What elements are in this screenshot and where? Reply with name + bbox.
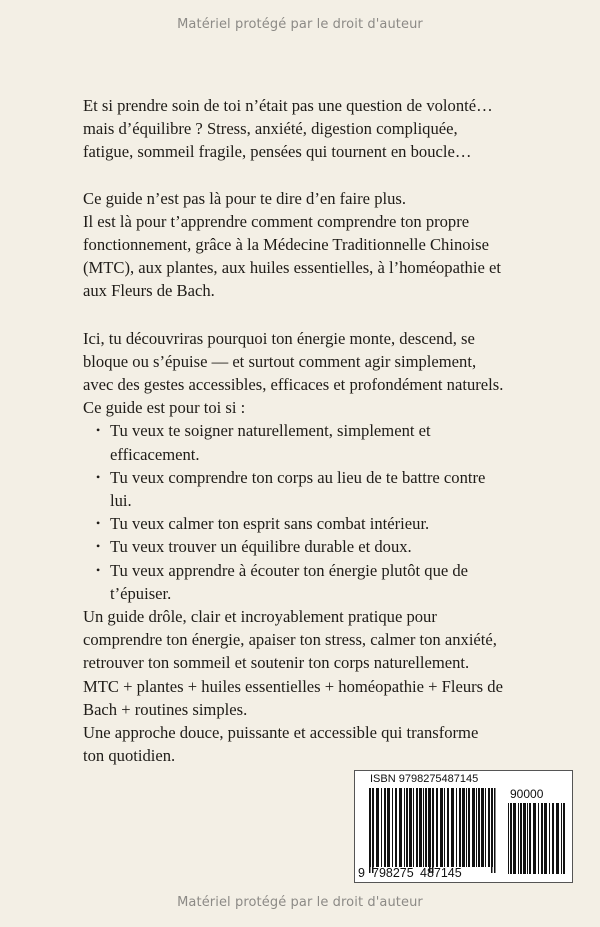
barcode-bar bbox=[406, 788, 408, 867]
list-item-text: efficacement. bbox=[110, 444, 200, 464]
barcode-bar bbox=[419, 788, 422, 867]
barcode-bar bbox=[440, 788, 443, 867]
back-cover-text bbox=[83, 94, 563, 767]
barcode-bar bbox=[399, 788, 402, 867]
bullet-icon: • bbox=[96, 516, 101, 531]
barcode-bar bbox=[513, 803, 516, 874]
barcode-bar bbox=[409, 788, 412, 867]
closing-line: MTC + plantes + huiles essentielles + homéopathie + Fleurs de bbox=[83, 676, 503, 696]
barcode-bar bbox=[541, 803, 543, 874]
list-item-text: Tu veux calmer ton esprit sans combat intérieur. bbox=[110, 514, 430, 534]
barcode-bar bbox=[544, 803, 547, 874]
barcode-bar bbox=[447, 788, 449, 867]
barcode-bar bbox=[451, 788, 454, 867]
closing-line: Bach + routines simples. bbox=[83, 699, 248, 719]
bullet-icon: • bbox=[96, 469, 101, 484]
discover-line: bloque ou s’épuise — et surtout comment agir simplement, bbox=[83, 351, 477, 371]
isbn-barcode bbox=[354, 770, 573, 883]
barcode-guard-bar bbox=[491, 788, 493, 873]
barcode-bar bbox=[462, 788, 465, 867]
guide-line: fonctionnement, grâce à la Médecine Traditionnelle Chinoise bbox=[83, 235, 489, 255]
barcode-bar bbox=[478, 788, 480, 867]
discover-line: Ce guide est pour toi si : bbox=[83, 398, 246, 418]
list-item-text: Tu veux te soigner naturellement, simplement et bbox=[110, 421, 431, 441]
barcode-bar bbox=[472, 788, 475, 867]
bullet-icon: • bbox=[96, 562, 101, 577]
barcode-bar bbox=[384, 788, 386, 867]
copyright-watermark-bottom: Matériel protégé par le droit d'auteur bbox=[177, 895, 423, 910]
barcode-bar bbox=[395, 788, 397, 867]
barcode-digit-first: 9 bbox=[358, 866, 365, 880]
guide-line: (MTC), aux plantes, aux huiles essentielles, à l’homéopathie et bbox=[83, 258, 501, 278]
barcode-bar bbox=[533, 803, 536, 874]
barcode-bar bbox=[563, 803, 565, 874]
barcode-guard-bar bbox=[369, 788, 371, 873]
closing-line: Une approche douce, puissante et accessible qui transforme bbox=[83, 723, 479, 743]
list-item-text: Tu veux trouver un équilibre durable et doux. bbox=[110, 537, 412, 557]
barcode-guard-bar bbox=[372, 788, 374, 873]
guide-line: aux Fleurs de Bach. bbox=[83, 281, 215, 301]
barcode-bar bbox=[456, 788, 457, 867]
guide-line: Ce guide n’est pas là pour te dire d’en faire plus. bbox=[83, 188, 407, 208]
barcode-bar bbox=[476, 788, 477, 867]
benefits-list bbox=[83, 419, 563, 605]
barcode-bar bbox=[538, 803, 539, 874]
closing-line: retrouver ton sommeil et soutenir ton corps naturellement. bbox=[83, 653, 470, 673]
list-item-text: lui. bbox=[110, 491, 132, 511]
guide-line: Il est là pour t’apprendre comment comprendre ton propre bbox=[83, 211, 470, 231]
list-item bbox=[83, 559, 563, 605]
isbn-label: ISBN 9798275487145 bbox=[370, 773, 479, 785]
barcode-bar bbox=[527, 803, 528, 874]
barcode-bar bbox=[485, 788, 486, 867]
closing-line: comprendre ton énergie, apaiser ton stress, calmer ton anxiété, bbox=[83, 630, 497, 650]
barcode-digit-group-2: 487145 bbox=[420, 866, 462, 880]
barcode-bar bbox=[404, 788, 405, 867]
barcode-bar bbox=[392, 788, 393, 867]
barcode-bar bbox=[552, 803, 554, 874]
closing-line: Un guide drôle, clair et incroyablement pratique pour bbox=[83, 607, 437, 627]
barcode-bar bbox=[459, 788, 461, 867]
discover-line: avec des gestes accessibles, efficaces et profondément naturels. bbox=[83, 375, 504, 395]
price-code: 90000 bbox=[510, 787, 544, 801]
barcode-guard-bar bbox=[429, 788, 431, 873]
barcode-bar bbox=[518, 803, 519, 874]
barcode-bar bbox=[387, 788, 390, 867]
barcode-bar bbox=[423, 788, 424, 867]
barcode-bar bbox=[413, 788, 414, 867]
barcode-bar bbox=[508, 803, 509, 874]
list-item-text: t’épuiser. bbox=[110, 583, 172, 603]
barcode-bar bbox=[468, 788, 470, 867]
list-item bbox=[83, 535, 563, 558]
barcode-bar bbox=[510, 803, 512, 874]
barcode-bar bbox=[561, 803, 562, 874]
barcode-guard-bar bbox=[432, 788, 434, 873]
barcode-bar bbox=[416, 788, 418, 867]
barcode-bar bbox=[556, 803, 559, 874]
barcode-bar bbox=[376, 788, 379, 867]
bullet-icon: • bbox=[96, 539, 101, 554]
bullet-icon: • bbox=[96, 423, 101, 438]
barcode-digit-group-1: 798275 bbox=[372, 866, 414, 880]
intro-line: fatigue, sommeil fragile, pensées qui tournent en boucle… bbox=[83, 142, 472, 162]
barcode-guard-bar bbox=[494, 788, 496, 873]
list-item bbox=[83, 419, 563, 465]
barcode-bar bbox=[425, 788, 427, 867]
list-item bbox=[83, 512, 563, 535]
barcode-bar bbox=[444, 788, 445, 867]
barcode-bar bbox=[481, 788, 484, 867]
intro-line: Et si prendre soin de toi n’était pas une question de volonté… bbox=[83, 96, 493, 115]
intro-line: mais d’équilibre ? Stress, anxiété, digestion compliquée, bbox=[83, 119, 458, 139]
list-item-text: Tu veux comprendre ton corps au lieu de te battre contre bbox=[110, 467, 486, 487]
list-item bbox=[83, 466, 563, 512]
barcode-bar bbox=[466, 788, 467, 867]
barcode-bar bbox=[549, 803, 550, 874]
list-item-text: Tu veux apprendre à écouter ton énergie plutôt que de bbox=[110, 560, 469, 580]
barcode-bar bbox=[523, 803, 526, 874]
closing-line: ton quotidien. bbox=[83, 746, 176, 766]
barcode-bar bbox=[488, 788, 490, 867]
discover-line: Ici, tu découvriras pourquoi ton énergie monte, descend, se bbox=[83, 328, 475, 348]
barcode-bar bbox=[436, 788, 438, 867]
barcode-bar bbox=[520, 803, 522, 874]
copyright-watermark-top: Matériel protégé par le droit d'auteur bbox=[177, 17, 423, 32]
barcode-bar bbox=[529, 803, 531, 874]
barcode-bar bbox=[381, 788, 382, 867]
